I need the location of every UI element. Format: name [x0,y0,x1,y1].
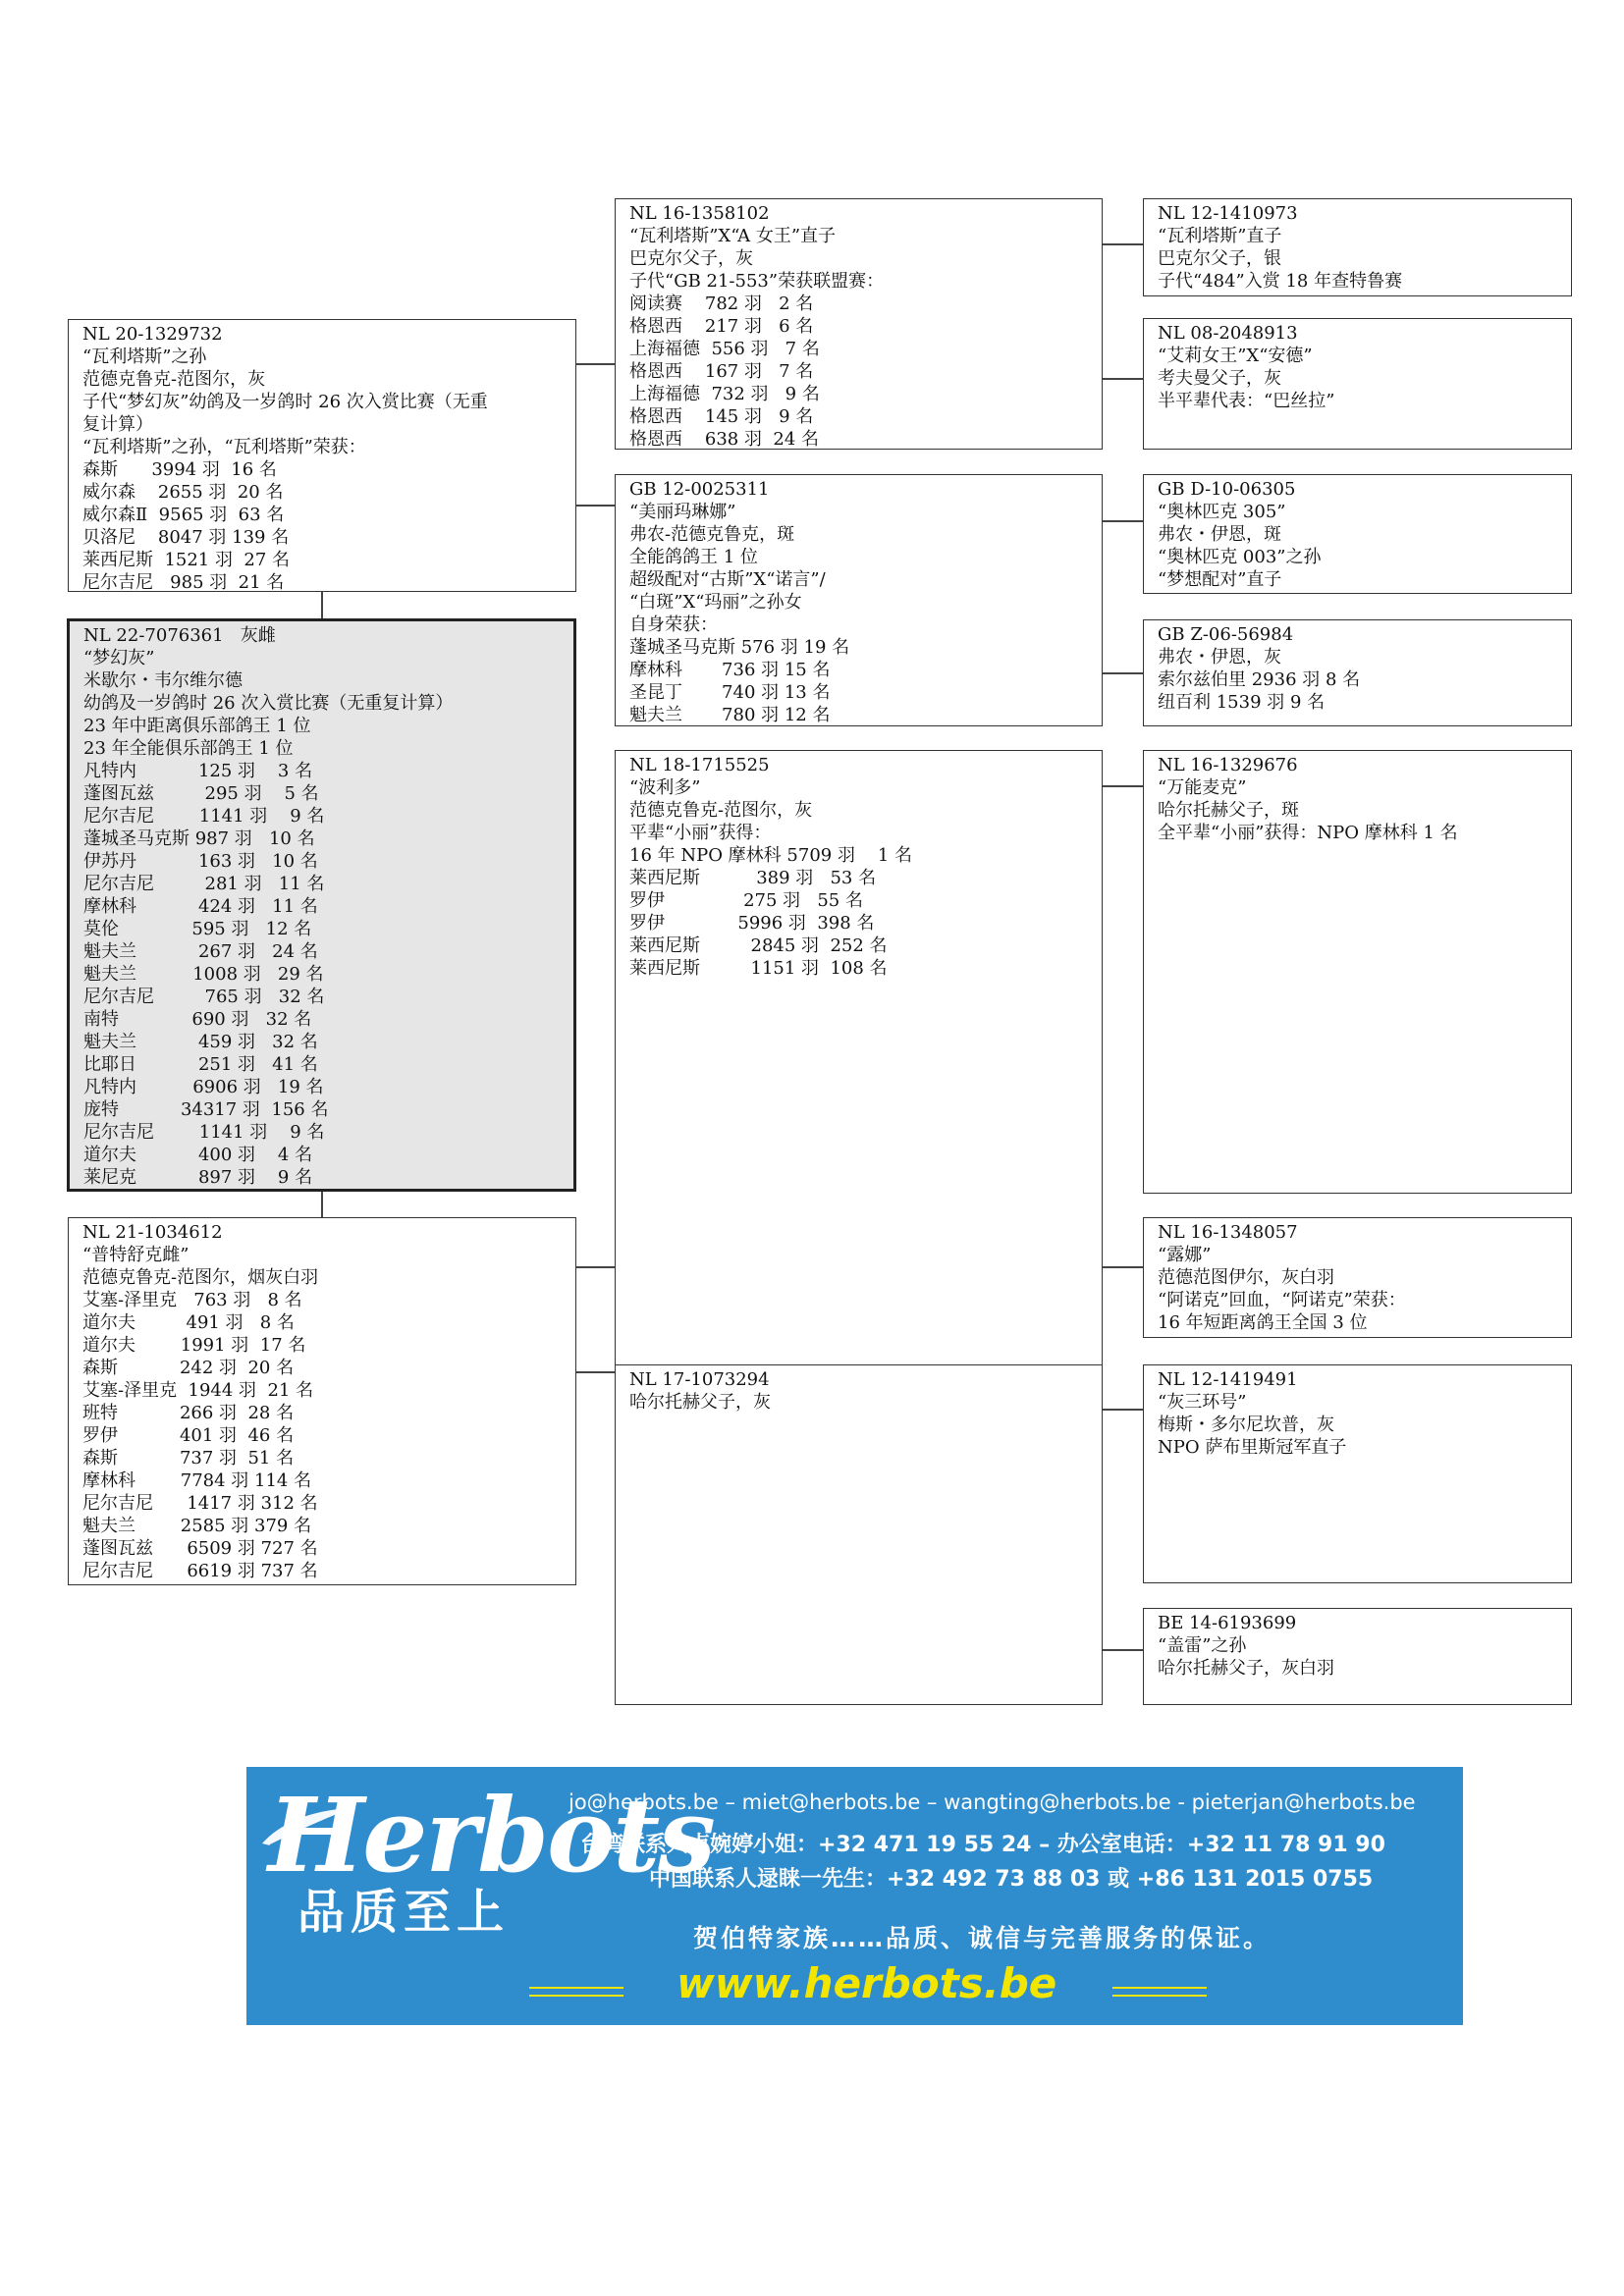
decor-dash-right [1112,1987,1207,1997]
info-line: 自身荣获： [629,614,718,635]
info-line: 弗农・伊恩，灰 [1158,647,1281,667]
dam-sire-card [615,750,1103,1368]
info-line: 范德克鲁克-范图尔，灰 [82,369,266,390]
info-line: 上海福德 732 羽 9 名 [629,384,820,404]
connector-sire-sire [576,363,615,365]
info-line: 摩林科 736 羽 15 名 [629,660,831,680]
decor-dash-left [529,1987,623,1997]
info-line: “灰三环号” [1158,1392,1247,1413]
ss-dam-card [1143,318,1572,450]
info-line: 莱西尼斯 389 羽 53 名 [629,868,877,888]
info-line: 罗伊 401 羽 46 名 [82,1425,295,1446]
info-line: 格恩西 217 羽 6 名 [629,316,814,337]
ring-number: NL 16-1329676 [1158,755,1298,775]
ring-number: GB D-10-06305 [1158,479,1296,500]
sd-dam-card [1143,619,1572,726]
info-line: 魁夫兰 1008 羽 29 名 [83,964,324,985]
info-line: 莱西尼斯 1151 羽 108 名 [629,958,888,979]
website-link[interactable]: www.herbots.be [677,1959,1057,2007]
info-line: 尼尔吉尼 765 羽 32 名 [83,987,325,1007]
info-line: “瓦利塔斯”之孙 [82,347,207,367]
info-line: 23 年全能俱乐部鸽王 1 位 [83,738,294,759]
info-line: 艾塞-泽里克 1944 羽 21 名 [82,1380,314,1401]
connector-ds-d [1103,1266,1143,1268]
taiwan-contact: 台湾联系人卢婉婷小姐：+32 471 19 55 24 – 办公室电话：+32 11 78 91 90 [580,1833,1385,1857]
connector-ss-s [1103,243,1143,245]
info-line: “瓦利塔斯”X“A 女王”直子 [629,226,837,246]
info-line: 16 年短距离鸽王全国 3 位 [1158,1312,1368,1333]
info-line: “梦想配对”直子 [1158,569,1282,590]
info-line: “瓦利塔斯”之孙，“瓦利塔斯”荣获： [82,437,366,457]
info-line: 子代“484”入赏 18 年查特鲁赛 [1158,271,1403,292]
info-line: 蓬城圣马克斯 576 羽 19 名 [629,637,850,658]
ring-number: NL 08-2048913 [1158,323,1298,344]
info-line: 蓬图瓦兹 295 羽 5 名 [83,783,319,804]
ring-number: NL 16-1358102 [629,203,770,224]
info-line: “万能麦克” [1158,777,1247,798]
info-line: “美丽玛琳娜” [629,502,736,522]
info-line: 格恩西 167 羽 7 名 [629,361,814,382]
info-line: 凡特内 6906 羽 19 名 [83,1077,324,1097]
info-line: “白斑”X“玛丽”之孙女 [629,592,802,613]
tagline: 贺伯特家族……品质、诚信与完善服务的保证。 [693,1924,1272,1952]
info-line: 索尔兹伯里 2936 羽 8 名 [1158,669,1361,690]
ds-sire-card [1143,750,1572,1194]
info-line: 贝洛尼 8047 羽 139 名 [82,527,290,548]
sd-sire-card [1143,474,1572,594]
connector-sd-d [1103,672,1143,674]
info-line: 巴克尔父子，灰 [629,248,753,269]
info-line: “奥林匹克 305” [1158,502,1286,522]
info-line: 班特 266 羽 28 名 [82,1403,295,1423]
connector-subject-dam [321,1192,323,1217]
info-line: 森斯 242 羽 20 名 [82,1358,295,1378]
info-line: 阅读赛 782 羽 2 名 [629,294,814,314]
info-line: 威尔森 2655 羽 20 名 [82,482,284,503]
ring-number: NL 18-1715525 [629,755,770,775]
info-line: “瓦利塔斯”直子 [1158,226,1282,246]
email-list[interactable]: jo@herbots.be – miet@herbots.be – wangting@herbots.be - pieterjan@herbots.be [568,1790,1416,1814]
connector-dd-d [1103,1649,1143,1651]
info-line: 23 年中距离俱乐部鸽王 1 位 [83,716,311,736]
info-line: 超级配对“古斯”X“诺言”/ [629,569,826,590]
info-line: 格恩西 145 羽 9 名 [629,406,814,427]
info-line: NPO 萨布里斯冠军直子 [1158,1437,1347,1458]
info-line: 莱尼克 897 羽 9 名 [83,1167,313,1188]
sire-sire-card [615,198,1103,450]
ss-sire-card [1143,198,1572,296]
connector-dam-dam [576,1371,615,1373]
info-line: 蓬城圣马克斯 987 羽 10 名 [83,828,315,849]
ring-number: GB 12-0025311 [629,479,770,500]
herbots-banner [246,1767,1463,2025]
info-line: “艾莉女王”X“安德” [1158,346,1313,366]
info-line: 全能鸽鸽王 1 位 [629,547,758,567]
info-line: 哈尔托赫父子，灰 [629,1392,771,1413]
connector-sd-s [1103,520,1143,522]
dam-card [68,1217,576,1585]
info-line: 尼尔吉尼 985 羽 21 名 [82,572,285,592]
connector-sire-subject [321,592,323,618]
slogan: 品质至上 [298,1885,511,1940]
info-line: 艾塞-泽里克 763 羽 8 名 [82,1290,302,1310]
herbots-logo: Herbots [268,1775,714,1896]
info-line: 森斯 3994 羽 16 名 [82,459,277,480]
ring-number: NL 21-1034612 [82,1222,223,1243]
ds-dam-card [1143,1217,1572,1338]
sire-card [68,319,576,592]
info-line: 森斯 737 羽 51 名 [82,1448,295,1468]
info-line: 南特 690 羽 32 名 [83,1009,312,1030]
info-line: 16 年 NPO 摩林科 5709 羽 1 名 [629,845,912,866]
info-line: “盖雷”之孙 [1158,1635,1247,1656]
info-line: 尼尔吉尼 1141 羽 9 名 [83,806,325,827]
ring-number: NL 12-1419491 [1158,1369,1298,1390]
info-line: 尼尔吉尼 6619 羽 737 名 [82,1561,318,1581]
sire-dam-card [615,474,1103,726]
info-line: “露娜” [1158,1245,1212,1265]
china-contact: 中国联系人逯睐一先生：+32 492 73 88 03 或 +86 131 2015 0755 [649,1867,1374,1892]
info-line: 道尔夫 400 羽 4 名 [83,1145,313,1165]
dam-dam-card [615,1364,1103,1705]
info-line: 米歇尔・韦尔维尔德 [83,670,243,691]
info-line: 子代“GB 21-553”荣获联盟赛： [629,271,885,292]
info-line: 格恩西 638 羽 24 名 [629,429,820,450]
info-line: 道尔夫 491 羽 8 名 [82,1312,295,1333]
ring-number: NL 12-1410973 [1158,203,1298,224]
info-line: 圣昆丁 740 羽 13 名 [629,682,831,703]
info-line: 尼尔吉尼 281 羽 11 名 [83,874,325,894]
info-line: “阿诺克”回血，“阿诺克”荣获： [1158,1290,1406,1310]
ring-number: NL 20-1329732 [82,324,223,345]
info-line: 莱西尼斯 1521 羽 27 名 [82,550,291,570]
ring-number: NL 22-7076361 灰雌 [83,625,276,646]
info-line: 伊苏丹 163 羽 10 名 [83,851,318,872]
info-line: 罗伊 275 羽 55 名 [629,890,863,911]
ring-number: BE 14-6193699 [1158,1613,1297,1633]
info-line: 幼鸽及一岁鸽时 26 次入赏比赛（无重复计算） [83,693,454,714]
info-line: 尼尔吉尼 1141 羽 9 名 [83,1122,325,1143]
info-line: 摩林科 7784 羽 114 名 [82,1470,312,1491]
info-line: 梅斯・多尔尼坎普，灰 [1158,1415,1334,1435]
info-line: 罗伊 5996 羽 398 名 [629,913,875,934]
connector-sire-dam [576,505,615,507]
info-line: 全平辈“小丽”获得：NPO 摩林科 1 名 [1158,823,1458,843]
info-line: 尼尔吉尼 1417 羽 312 名 [82,1493,318,1514]
info-line: 魁夫兰 2585 羽 379 名 [82,1516,312,1536]
info-line: 范德范图伊尔，灰白羽 [1158,1267,1334,1288]
connector-ss-d [1103,378,1143,380]
info-line: 弗农・伊恩，斑 [1158,524,1281,545]
info-line: 复计算） [82,414,153,435]
info-line: 上海福德 556 羽 7 名 [629,339,820,359]
info-line: 威尔森Ⅱ 9565 羽 63 名 [82,505,285,525]
info-line: 哈尔托赫父子，斑 [1158,800,1299,821]
info-line: 半平辈代表：“巴丝拉” [1158,391,1335,411]
info-line: 道尔夫 1991 羽 17 名 [82,1335,306,1356]
connector-dd-s [1103,1409,1143,1411]
info-line: 哈尔托赫父子，灰白羽 [1158,1658,1334,1679]
info-line: 凡特内 125 羽 3 名 [83,761,313,781]
info-line: 巴克尔父子，银 [1158,248,1281,269]
info-line: 平辈“小丽”获得： [629,823,772,843]
info-line: “梦幻灰” [83,648,155,668]
info-line: 比耶日 251 羽 41 名 [83,1054,318,1075]
info-line: 蓬图瓦兹 6509 羽 727 名 [82,1538,318,1559]
info-line: 子代“梦幻灰”幼鸽及一岁鸽时 26 次入赏比赛（无重 [82,392,488,412]
info-line: “奥林匹克 003”之孙 [1158,547,1322,567]
info-line: “普特舒克雌” [82,1245,189,1265]
connector-dam-sire [576,1266,615,1268]
info-line: 魁夫兰 780 羽 12 名 [629,705,831,725]
ring-number: NL 16-1348057 [1158,1222,1298,1243]
info-line: 弗农-范德克鲁克，斑 [629,524,795,545]
info-line: 庞特 34317 羽 156 名 [83,1099,329,1120]
ring-number: NL 17-1073294 [629,1369,770,1390]
info-line: “波利多” [629,777,701,798]
info-line: 范德克鲁克-范图尔，烟灰白羽 [82,1267,319,1288]
dd-dam-card [1143,1608,1572,1705]
connector-ds-s [1103,785,1143,787]
info-line: 纽百利 1539 羽 9 名 [1158,692,1326,713]
info-line: 摩林科 424 羽 11 名 [83,896,318,917]
info-line: 范德克鲁克-范图尔，灰 [629,800,813,821]
subject-card [67,618,576,1192]
dd-sire-card [1143,1364,1572,1583]
info-line: 考夫曼父子，灰 [1158,368,1281,389]
info-line: 魁夫兰 267 羽 24 名 [83,941,318,962]
info-line: 莫伦 595 羽 12 名 [83,919,312,939]
info-line: 魁夫兰 459 羽 32 名 [83,1032,318,1052]
ring-number: GB Z-06-56984 [1158,624,1294,645]
info-line: 莱西尼斯 2845 羽 252 名 [629,935,888,956]
